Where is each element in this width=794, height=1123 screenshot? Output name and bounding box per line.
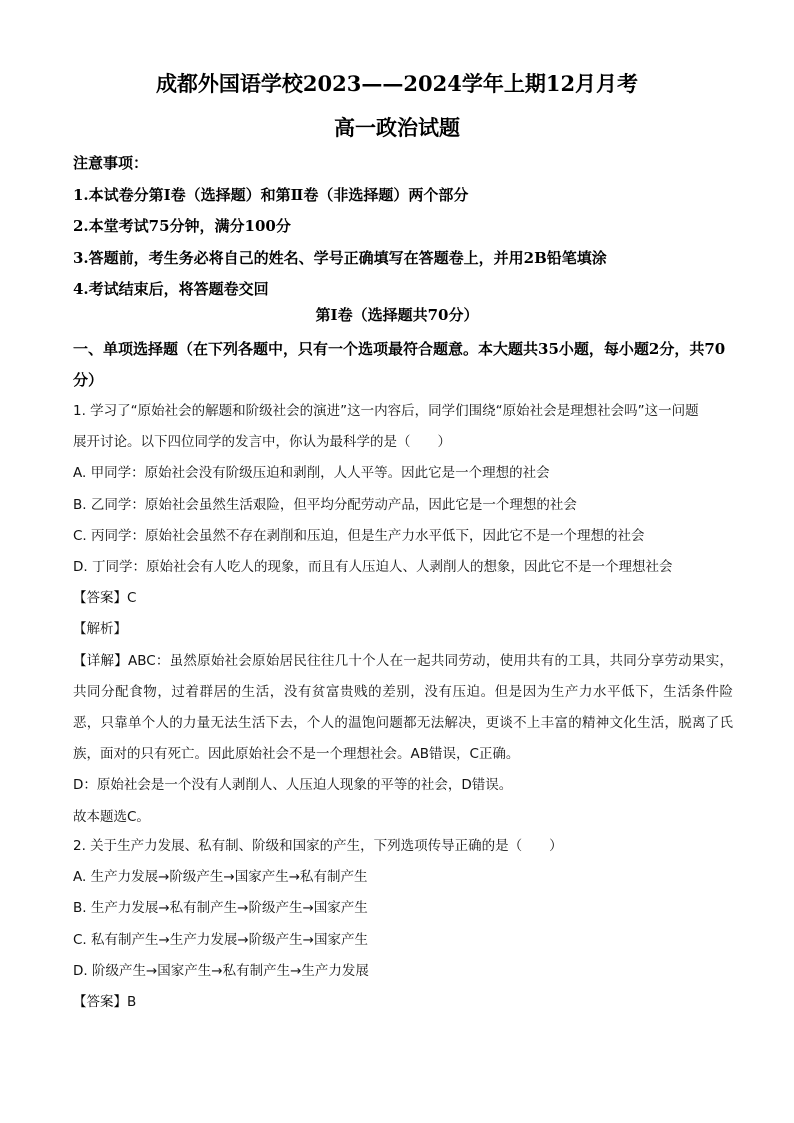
analysis-tag: 【解析】	[73, 621, 127, 638]
detail-paragraph	[73, 646, 733, 771]
option-b: B. 生产力发展→私有制产生→阶级产生→国家产生	[73, 900, 368, 917]
option-d: D. 阶级产生→国家产生→私有制产生→生产力发展	[73, 962, 369, 979]
answer-tag: 【答案】	[73, 994, 127, 1011]
conclusion: 故本题选C。	[73, 808, 150, 825]
question-1	[73, 396, 733, 833]
answer-tag: 【答案】	[73, 590, 127, 607]
note-item: 4.考试结束后，将答题卷交回	[73, 280, 269, 298]
part1-title: 第Ⅰ卷（选择题共70分）	[315, 306, 479, 324]
detail-text: ABC：虽然原始社会原始居民往往几十个人在一起共同劳动，使用共有的工具，共同分享劳动果实，共同分配食物，过着群居的生活，没有贫富贵贱的差别，没有压迫。但是因为生产力水平低下，生活条件险恶，只靠单个人的力量无法生活下去，个人的温饱问题都无法解决，更谈不上丰富的精神文化生活，脱离了氏族，面对的只有死亡。因此原始社会不是一个理想社会。AB错误，C正确。	[73, 652, 733, 763]
option-c: C. 丙同学：原始社会虽然不存在剥削和压迫，但是生产力水平低下，因此它不是一个理想的社会	[73, 527, 645, 544]
detail-tag: 【详解】	[73, 652, 128, 669]
question-stem: 展开讨论。以下四位同学的发言中，你认为最科学的是（ ）	[73, 434, 451, 451]
detail-d: D：原始社会是一个没有人剥削人、人压迫人现象的平等的社会，D错误。	[73, 777, 513, 794]
option-a: A. 生产力发展→阶级产生→国家产生→私有制产生	[73, 869, 368, 886]
exam-title: 成都外国语学校2023——2024学年上期12月月考	[155, 71, 639, 96]
option-d: D. 丁同学：原始社会有人吃人的现象，而且有人压迫人、人剥削人的想象，因此它不是一个理想社会	[73, 559, 673, 576]
note-item: 1.本试卷分第Ⅰ卷（选择题）和第Ⅱ卷（非选择题）两个部分	[73, 185, 469, 204]
answer-line	[73, 987, 733, 1018]
option-b: B. 乙同学：原始社会虽然生活艰险，但平均分配劳动产品，因此它是一个理想的社会	[73, 496, 577, 513]
exam-subtitle: 高一政治试题	[334, 115, 460, 140]
question-stem: 1. 学习了“原始社会的解题和阶级社会的演进”这一内容后，同学们围绕“原始社会是理想社会吗”这一问题	[73, 403, 699, 419]
note-item: 3.答题前，考生务必将自己的姓名、学号正确填写在答题卷上，并用2B铅笔填涂	[73, 248, 607, 267]
question-2	[73, 831, 733, 1018]
section-heading: 一、单项选择题（在下列各题中，只有一个选项最符合题意。本大题共35小题，每小题2分，共70分）	[73, 340, 726, 389]
option-a: A. 甲同学：原始社会没有阶级压迫和剥削，人人平等。因此它是一个理想的社会	[73, 465, 550, 482]
answer-value: B	[127, 994, 137, 1011]
answer-value: C	[127, 590, 137, 607]
note-item: 2.本堂考试75分钟，满分100分	[73, 217, 291, 235]
notes-section	[73, 148, 733, 306]
question-stem: 2. 关于生产力发展、私有制、阶级和国家的产生，下列选项传导正确的是（ ）	[73, 838, 563, 854]
answer-line	[73, 583, 733, 614]
option-c: C. 私有制产生→生产力发展→阶级产生→国家产生	[73, 931, 368, 948]
notes-heading: 注意事项：	[73, 154, 149, 172]
